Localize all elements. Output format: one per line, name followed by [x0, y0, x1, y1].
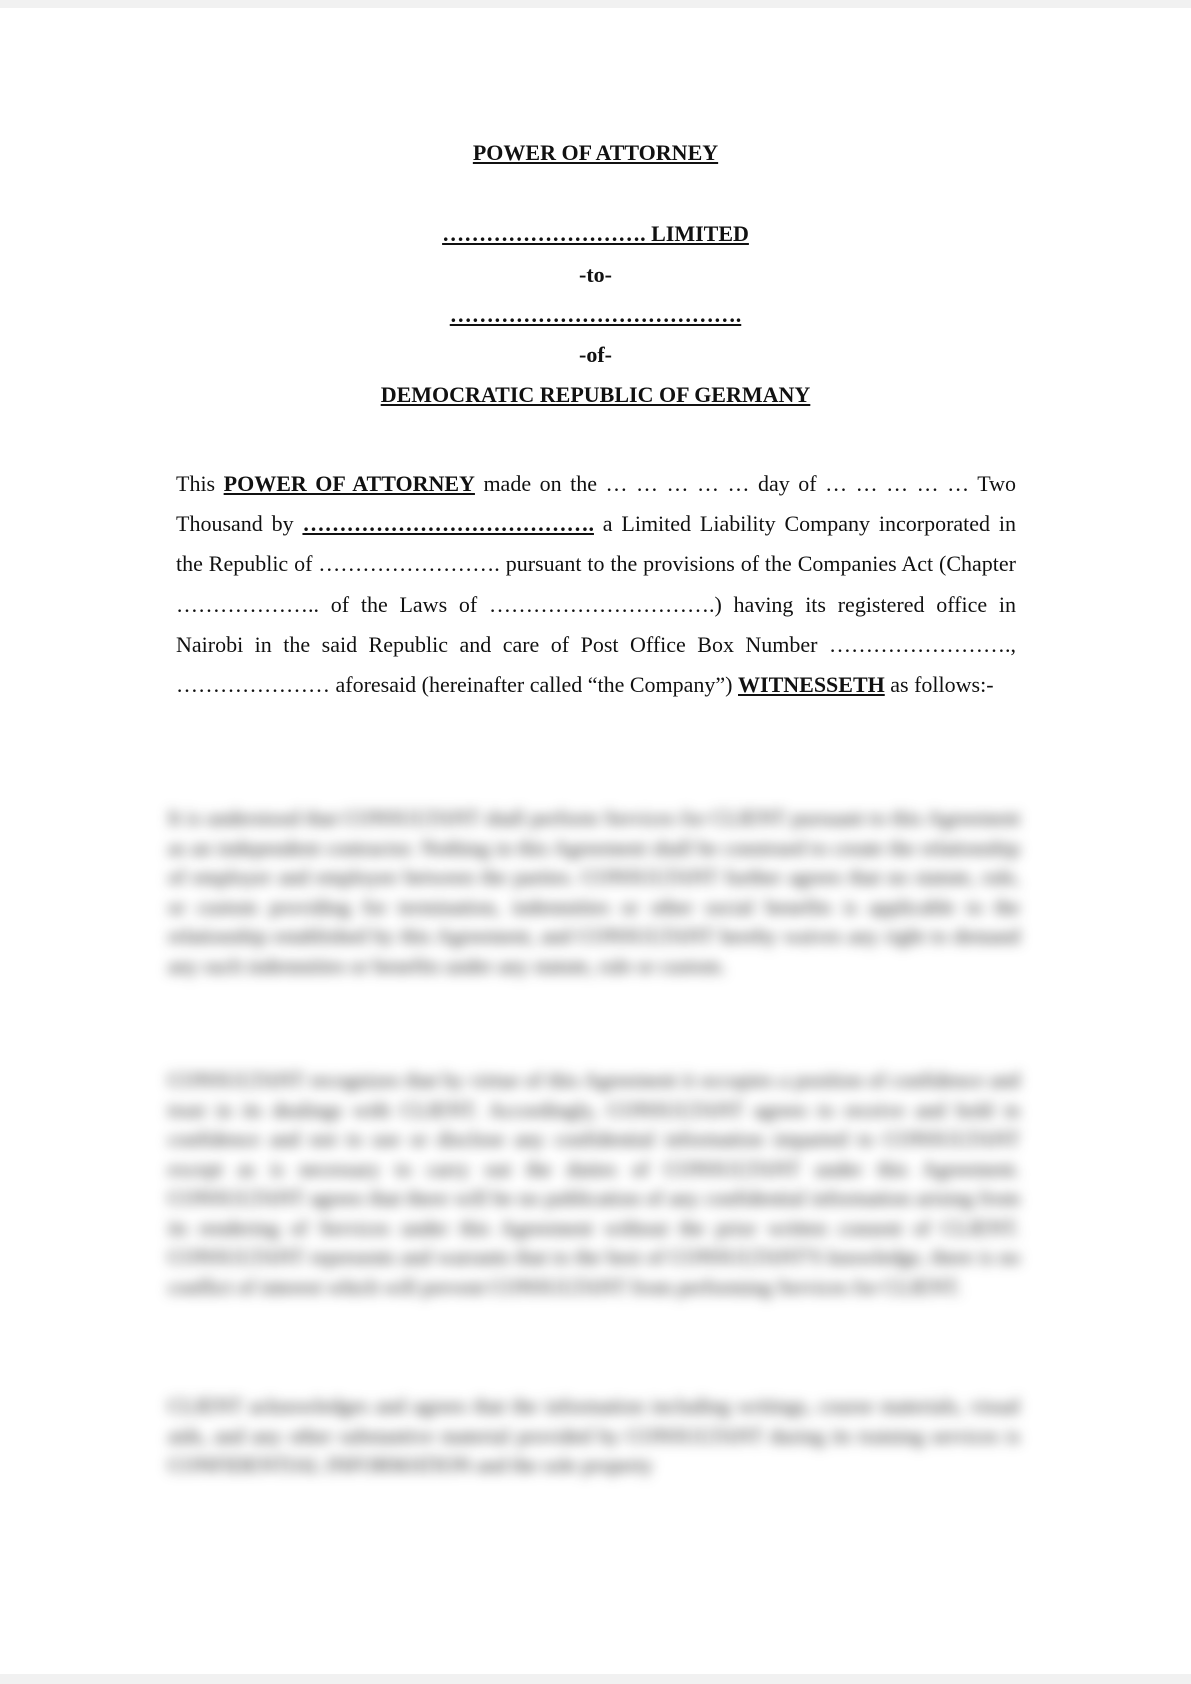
intro-witnesseth: WITNESSETH: [738, 672, 885, 698]
intro-this: This: [176, 471, 216, 496]
document-page: [0, 8, 1191, 1674]
intro-company-blank: ………………………………….: [302, 511, 594, 537]
country-heading: DEMOCRATIC REPUBLIC OF GERMANY: [380, 382, 811, 407]
blurred-paragraph-3: CLIENT acknowledges and agrees that the information including writings, course materials, visual aids, and any other substantive material provided by CONSULTANT during its training services is CONFIDENTIAL INFORMATION and the sole property: [168, 1394, 1020, 1477]
intro-text-1: made on the … … … … … day of … … … … … Two Thousand by: [176, 471, 1016, 537]
of-label: -of-: [579, 342, 612, 367]
intro-text-3: as follows:-: [884, 672, 994, 698]
blurred-paragraph-2: CONSULTANT recognizes that by virtue of this Agreement it occupies a position of confidence and trust in its dealings with CLIENT. Accordingly, CONSULTANT agrees to receive and hold in confidence and not to use or disclose any confidential information imparted to CONSULTANT except as is necessary to carry out the duties of CONSULTANT under this Agreement. CONSULTANT agrees that there will be no publication of any confidential information arising from its rendering of Services under this Agreement without the prior written consent of CLIENT. CONSULTANT represents and warrants that to the best of CONSULTANT'S knowledge, there is no conflict of interest which will prevent CONSULTANT from performing Services for CLIENT.: [168, 1068, 1020, 1299]
party-to: ………………………………….: [449, 302, 742, 327]
party-from: ………………………. LIMITED: [442, 221, 749, 246]
intro-text-2: a Limited Liability Company incorporated in the Republic of ……………………. pursuant to the provisions of the Companies Act (Chapter ……………….. of the Laws of ………………………….) having its registered office in Nairobi in the said Republic and care of Post Office Box Number ……………………., ………………… aforesaid (hereinafter called “the Company”): [176, 511, 1017, 698]
document-title: POWER OF ATTORNEY: [472, 140, 719, 165]
to-label: -to-: [579, 262, 612, 287]
intro-paragraph: [176, 464, 1016, 705]
blurred-paragraph-1: It is understood that CONSULTANT shall perform Services for CLIENT pursuant to this Agreement as an independent contractor. Nothing in this Agreement shall be construed to create the relationship of employer and employee between the parties. CONSULTANT further agrees that no statute, rule, or custom providing for termination, indemnities or other social benefits is applicable to the relationship established by this Agreement, and CONSULTANT hereby waives any right to demand any such indemnities or benefits under any statute, rule or custom.: [168, 806, 1020, 978]
intro-poa-term: POWER OF ATTORNEY: [223, 471, 475, 496]
